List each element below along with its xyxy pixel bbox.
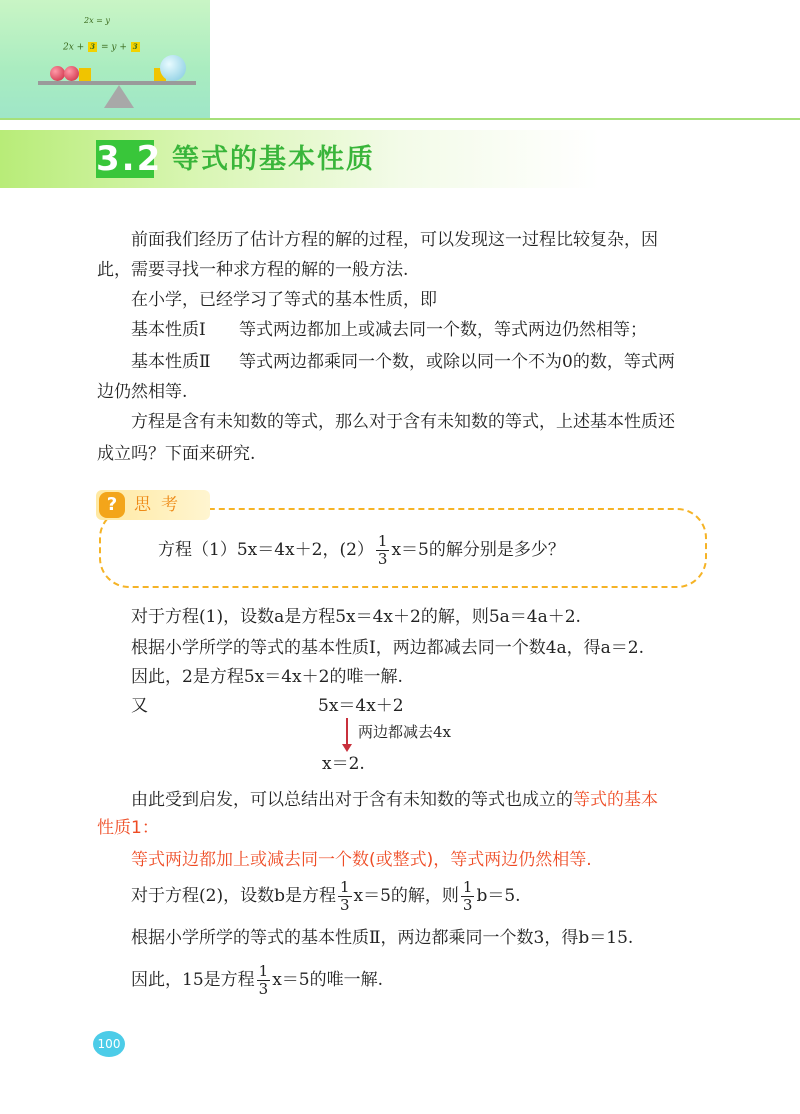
blue-ball: [160, 55, 186, 81]
think-label: 思考: [134, 495, 188, 515]
property-highlight: 性质1：: [97, 818, 159, 838]
property-1-text: 等式两边都加上或减去同一个数，等式两边仍然相等；: [239, 320, 647, 340]
section-number: 3.2: [96, 139, 163, 179]
property-2-name: 基本性质Ⅱ: [131, 352, 211, 372]
body-line: 因此，15是方程 $\frac{1}{3}$ x＝5的唯一解.: [131, 962, 383, 998]
equation-step-note: 两边都减去4x: [358, 723, 452, 741]
intro-paragraph: 在小学，已经学习了等式的基本性质，即: [131, 290, 437, 310]
fraction: $\frac{1}{3}$: [377, 532, 388, 568]
arrow-head-icon: [342, 744, 352, 752]
section-title: 等式的基本性质: [172, 144, 375, 175]
intro-paragraph-line: 此，需要寻找一种求方程的解的一般方法.: [97, 260, 409, 280]
balance-pivot: [104, 85, 134, 108]
body-line: 对于方程(2)，设数b是方程 $\frac{1}{3}$ x＝5的解，则 $\frac{1}{3}$ b＝5.: [131, 878, 521, 914]
page-number: 100: [93, 1031, 125, 1057]
body-line: 根据小学所学的等式的基本性质Ⅱ，两边都乘同一个数3，得b＝15.: [131, 928, 634, 948]
red-ball: [64, 66, 79, 81]
body-line: 对于方程(1)，设数a是方程5x＝4x＋2的解，则5a＝4a＋2.: [131, 607, 581, 627]
weight-block-left: [79, 68, 91, 81]
header-divider: [0, 118, 800, 120]
banner-equation-top: 2x = y: [84, 16, 110, 25]
body-line: 根据小学所学的等式的基本性质Ⅰ，两边都减去同一个数4a，得a＝2.: [131, 638, 645, 658]
body-line: 因此，2是方程5x＝4x＋2的唯一解.: [131, 667, 403, 687]
body-line: 又: [131, 696, 148, 716]
property-highlight: 等式的基本: [573, 790, 658, 810]
intro-paragraph-line: 成立吗？下面来研究.: [97, 444, 256, 464]
property-2-text: 等式两边都乘同一个数，或除以同一个不为0的数，等式两: [239, 352, 675, 372]
banner-equation-middle: 2x + 3 = y + 3: [63, 42, 141, 53]
body-line: 由此受到启发，可以总结出对于含有未知数的等式也成立的等式的基本: [131, 790, 658, 810]
red-ball: [50, 66, 65, 81]
intro-paragraph-line: 前面我们经历了估计方程的解的过程，可以发现这一过程比较复杂，因: [131, 230, 658, 250]
fraction: $\frac{1}{3}$: [258, 962, 269, 998]
think-question: 方程（1）5x＝4x＋2，(2） $\frac{1}{3}$ x＝5的解分别是多少？: [158, 532, 565, 568]
property-1-name: 基本性质Ⅰ: [131, 320, 206, 340]
fraction: $\frac{1}{3}$: [462, 878, 473, 914]
fraction: $\frac{1}{3}$: [339, 878, 350, 914]
property-2-text: 边仍然相等.: [97, 382, 188, 402]
question-icon: ?: [99, 492, 125, 518]
equation-top: 5x＝4x＋2: [318, 696, 404, 716]
property-1-statement: 等式两边都加上或减去同一个数(或整式)，等式两边仍然相等.: [131, 850, 592, 870]
intro-paragraph-line: 方程是含有未知数的等式，那么对于含有未知数的等式，上述基本性质还: [131, 412, 675, 432]
banner-illustration: [0, 0, 210, 118]
equation-bottom: x＝2.: [322, 754, 365, 774]
